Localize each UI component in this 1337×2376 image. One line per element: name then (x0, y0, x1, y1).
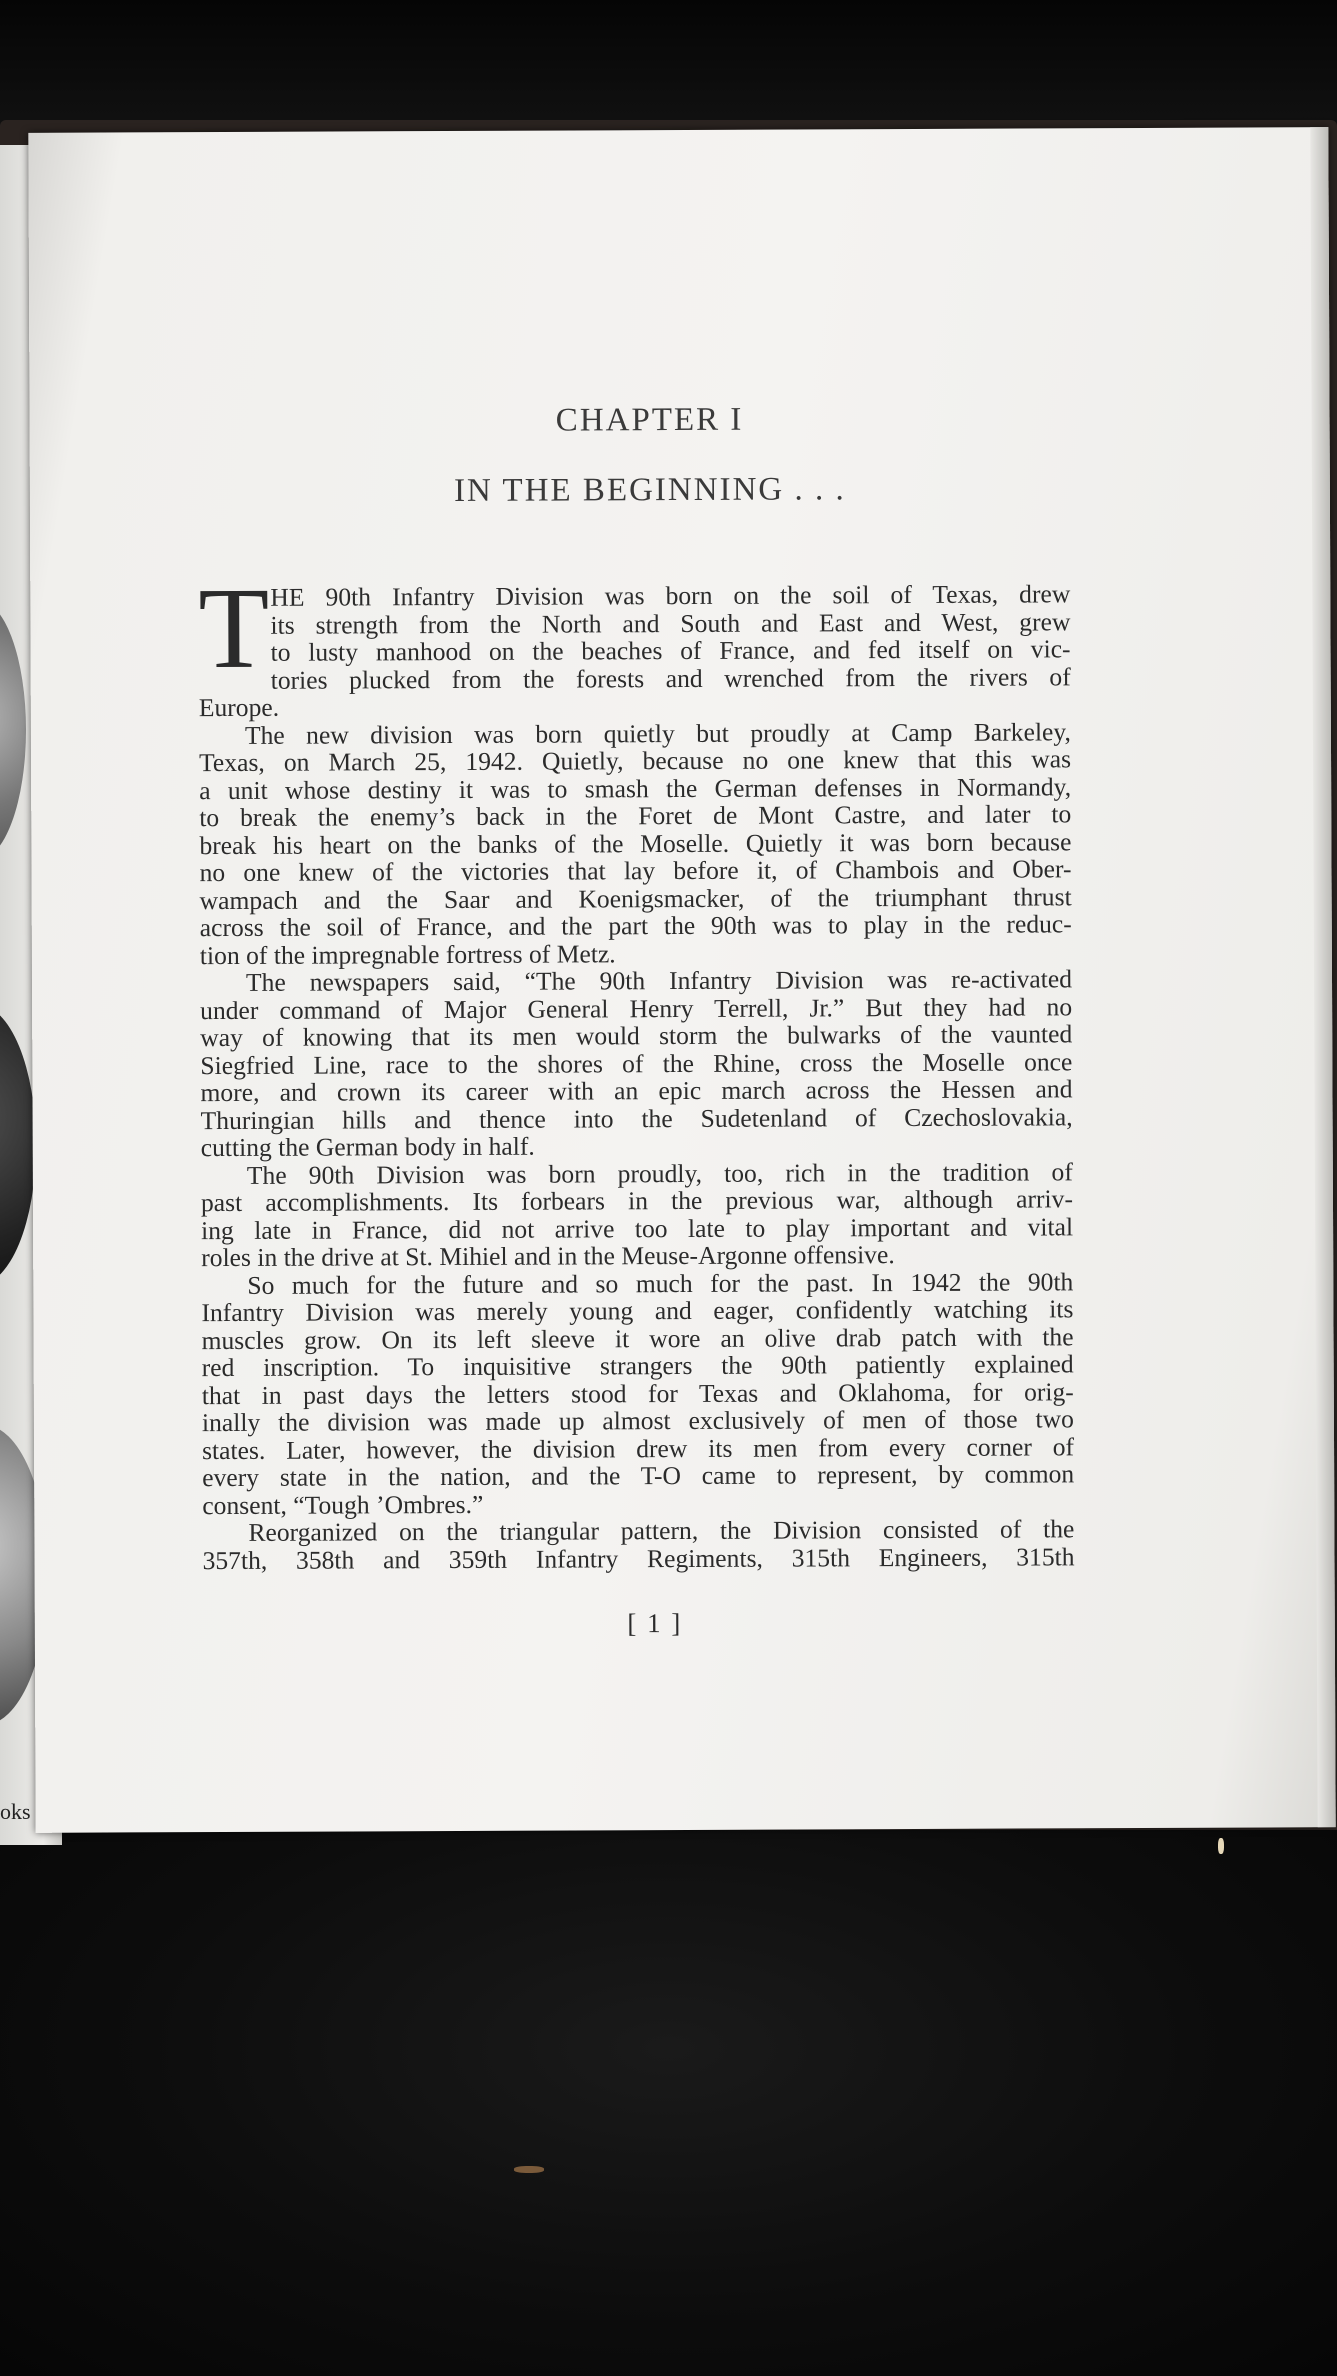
text-line: So much for the future and so much for the past. In 1942 the 90th (247, 1266, 1074, 1300)
body-text (199, 690, 1075, 1574)
text-line: red inscription. To inquisitive strangers the 90th patiently explained (201, 1349, 1074, 1383)
text-line: Texas, on March 25, 1942. Quietly, because no one knew that this was (198, 744, 1072, 778)
chapter-heading: CHAPTER I (555, 401, 744, 439)
page-number: [ 1 ] (627, 1608, 683, 1639)
text-line: The newspapers said, “The 90th Infantry Division was re-activated (245, 964, 1073, 997)
text-line: muscles grow. On its left sleeve it wore an olive drab patch with the (201, 1321, 1074, 1355)
text-line: The 90th Division was born proudly, too, rich in the tradition of (246, 1156, 1073, 1190)
chapter-title: IN THE BEGINNING . . . (453, 471, 846, 509)
text-line: tion of the impregnable fortress of Metz. (199, 938, 616, 970)
background-bottom (0, 1830, 1337, 2376)
text-line: Europe. (198, 692, 280, 723)
dust-speck (514, 2166, 544, 2173)
text-line: past accomplishments. Its forbears in the previous war, although arriv- (200, 1184, 1074, 1218)
text-line: ing late in France, did not arrive too late to play important and vital (201, 1211, 1074, 1245)
left-page-photo (0, 1005, 36, 1285)
left-page-caption: oks (0, 1799, 31, 1824)
opening-paragraph (270, 580, 1070, 693)
text-line: to lusty manhood on the beaches of France, and fed itself on vic- (270, 634, 1071, 667)
left-page-photo (0, 600, 26, 860)
text-line: wampach and the Saar and Koenigsmacker, of the triumphant thrust (199, 881, 1072, 915)
text-line: cutting the German body in half. (200, 1131, 535, 1163)
text-line: its strength from the North and South and East and West, grew (270, 606, 1071, 640)
text-line: tories plucked from the forests and wrenched from the rivers of (270, 661, 1071, 695)
text-line: Thuringian hills and thence into the Sudetenland of Czechoslovakia, (200, 1101, 1073, 1135)
text-line: inally the division was made up almost exclusively of men of those two (201, 1404, 1074, 1438)
text-line: under command of Major General Henry Terrell, Jr.” But they had no (200, 991, 1073, 1025)
text-line: across the soil of France, and the part the 90th was to play in the reduc- (199, 909, 1072, 943)
dust-speck (1218, 1838, 1224, 1854)
text-line: no one knew of the victories that lay before it, of Chambois and Ober- (199, 854, 1072, 888)
text-line: a unit whose destiny it was to smash the German defenses in Normandy, (199, 771, 1072, 805)
text-line: Siegfried Line, race to the shores of the Rhine, cross the Moselle once (200, 1046, 1073, 1080)
text-line: break his heart on the banks of the Moselle. Quietly it was born because (199, 826, 1072, 860)
text-line: states. Later, however, the division drew its men from every corner of (201, 1431, 1075, 1465)
book-page (28, 127, 1335, 1833)
text-line: that in past days the letters stood for Texas and Oklahoma, for orig- (201, 1376, 1074, 1410)
drop-cap: T (198, 564, 270, 694)
text-line: way of knowing that its men would storm the bulwarks of the vaunted (200, 1019, 1073, 1053)
text-line: to break the enemy’s back in the Foret de Mont Castre, and later to (199, 799, 1072, 833)
text-line: HE 90th Infantry Division was born on the soil of Texas, drew (270, 579, 1071, 612)
text-line: every state in the nation, and the T-O came to represent, by common (202, 1459, 1075, 1493)
text-line: consent, “Tough ’Ombres.” (202, 1489, 484, 1520)
text-line: Infantry Division was merely young and eager, confidently watching its (201, 1294, 1074, 1328)
text-line: roles in the drive at St. Mihiel and in the Meuse-Argonne offensive. (201, 1240, 895, 1273)
text-line: Reorganized on the triangular pattern, the Division consisted of the (248, 1514, 1075, 1547)
text-line: The new division was born quietly but proudly at Camp Barkeley, (244, 716, 1071, 750)
background-top (0, 0, 1337, 140)
text-line: 357th, 358th and 359th Infantry Regiments, 315th Engineers, 315th (202, 1541, 1075, 1575)
text-line: more, and crown its career with an epic march across the Hessen and (200, 1074, 1073, 1108)
